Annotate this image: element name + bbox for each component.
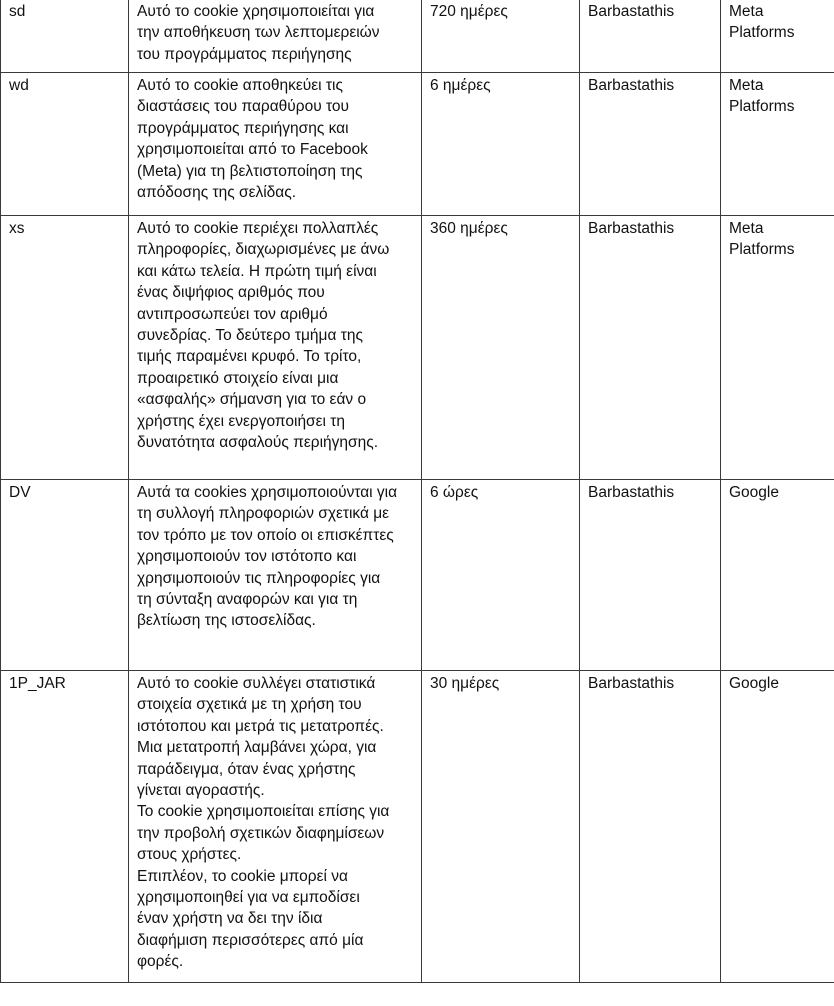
table-row [1, 480, 834, 671]
cookie-name: xs [9, 220, 25, 237]
cookie-name-cell [1, 73, 129, 216]
cookie-name-cell [1, 216, 129, 480]
cookie-description: Αυτό το cookie περιέχει πολλαπλές πληροφορίες, διαχωρισμένες με άνω και κάτω τελεία. Η πρώτη τιμή είναι ένας διψήφιος αριθμός που αντιπροσωπεύει τον αριθμό συνεδρίας. Το δεύτερο τμήμα της τιμής παραμένει κρυφό. Το τρίτο, προαιρετικό στοιχείο είναι μια «ασφαλής» σήμανση για το εάν ο χρήστης έχει ενεργοποιήσει τη δυνατότητα ασφαλούς περιήγησης. [137, 220, 390, 452]
cookie-site-cell [580, 216, 721, 480]
cookie-description: Αυτό το cookie αποθηκεύει τις διαστάσεις του παραθύρου του προγράμματος περιήγησης και χρησιμοποιείται από το Facebook (Meta) για τη βελτιστοποίηση της απόδοσης της σελίδας. [137, 77, 368, 202]
cookie-duration-cell [422, 671, 580, 983]
cookie-name: sd [9, 3, 26, 20]
cookie-name: wd [9, 77, 29, 94]
cookie-duration: 30 ημέρες [430, 675, 500, 692]
table-row [1, 216, 834, 480]
cookie-name: 1P_JAR [9, 675, 66, 692]
cookie-provider: Meta Platforms [729, 77, 795, 116]
cookie-site-cell [580, 73, 721, 216]
cookie-provider-cell [721, 0, 834, 73]
cookie-provider-cell [721, 480, 834, 671]
cookie-duration-cell [422, 216, 580, 480]
cookie-duration-cell [422, 0, 580, 73]
cookie-provider: Google [729, 675, 779, 692]
cookie-description-cell [129, 0, 422, 73]
cookie-description-cell [129, 216, 422, 480]
cookie-duration-cell [422, 480, 580, 671]
cookie-site-cell [580, 0, 721, 73]
cookie-name-cell [1, 480, 129, 671]
cookie-site: Barbastathis [588, 77, 675, 94]
cookie-description-cell [129, 73, 422, 216]
cookie-provider-cell [721, 73, 834, 216]
cookie-duration: 6 ώρες [430, 484, 479, 501]
cookie-provider: Meta Platforms [729, 220, 795, 259]
cookie-provider: Google [729, 484, 779, 501]
cookie-site-cell [580, 671, 721, 983]
cookie-name-cell [1, 0, 129, 73]
cookie-duration-cell [422, 73, 580, 216]
cookie-duration: 6 ημέρες [430, 77, 491, 94]
cookie-name: DV [9, 484, 31, 501]
cookie-description: Αυτό το cookie συλλέγει στατιστικά στοιχεία σχετικά με τη χρήση του ιστότοπου και μετρά τις μετατροπές. Μια μετατροπή λαμβάνει χώρα, για παράδειγμα, όταν ένας χρήστης γίνεται αγοραστής. Το cookie χρησιμοποιείται επίσης για την προβολή σχετικών διαφημίσεων στους χρήστες. Επιπλέον, το cookie μπορεί να χρησιμοποιηθεί για να εμποδίσει έναν χρήστη να δει την ίδια διαφήμιση περισσότερες από μία φορές. [137, 675, 390, 971]
cookie-site-cell [580, 480, 721, 671]
cookie-site: Barbastathis [588, 484, 675, 501]
cookie-site: Barbastathis [588, 675, 675, 692]
cookie-provider-cell [721, 671, 834, 983]
table-row [1, 73, 834, 216]
cookie-description: Αυτά τα cookies χρησιμοποιούνται για τη συλλογή πληροφοριών σχετικά με τον τρόπο με τον οποίο οι επισκέπτες χρησιμοποιούν τον ιστότοπο και χρησιμοποιούν τις πληροφορίες για τη σύνταξη αναφορών και για τη βελτίωση της ιστοσελίδας. [137, 484, 398, 630]
cookie-provider-cell [721, 216, 834, 480]
cookie-duration: 360 ημέρες [430, 220, 508, 237]
table-row [1, 0, 834, 73]
cookie-site: Barbastathis [588, 3, 675, 20]
cookie-duration: 720 ημέρες [430, 3, 508, 20]
cookie-site: Barbastathis [588, 220, 675, 237]
cookie-description: Αυτό το cookie χρησιμοποιείται για την αποθήκευση των λεπτομερειών του προγράμματος περιήγησης [137, 3, 380, 63]
cookie-description-cell [129, 671, 422, 983]
cookie-description-cell [129, 480, 422, 671]
cookie-name-cell [1, 671, 129, 983]
table-row [1, 671, 834, 983]
cookie-provider: Meta Platforms [729, 3, 795, 42]
